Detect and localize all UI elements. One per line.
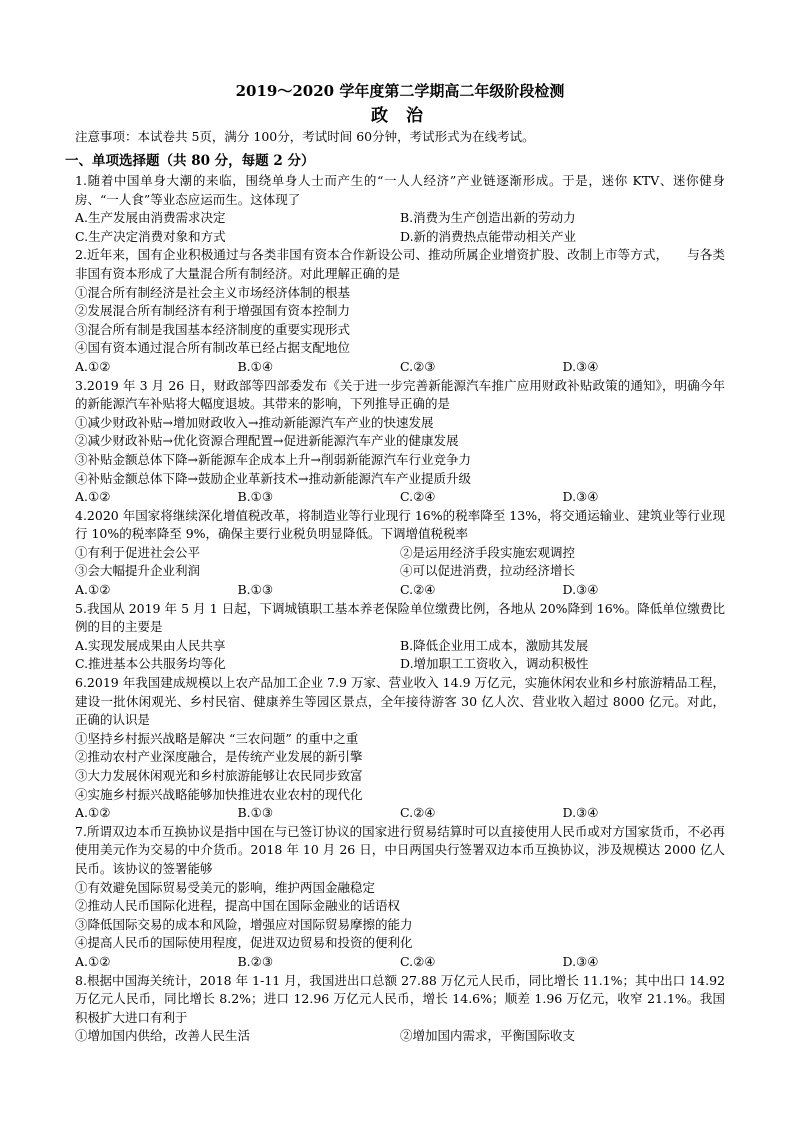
exam-notice: 注意事项：本试卷共 5页，满分 100分，考试时间 60分钟，考试形式为在线考试。 (75, 129, 535, 144)
question-stem: 5.我国从 2019 年 5 月 1 日起，下调城镇职工基本养老保险单位缴费比例，各地从 20%降到 16%。降低单位缴费比例的目的主要是 (75, 600, 725, 635)
statement-2: ②是运用经济手段实施宏观调控 (400, 544, 576, 560)
option-c: C.生产决定消费对象和方式 (75, 228, 226, 244)
exam-subject: 政 治 (371, 106, 429, 126)
option-b: B.消费为生产创造出新的劳动力 (400, 210, 576, 226)
choice-a: A.①② (75, 489, 111, 505)
statement-3: ③混合所有制是我国基本经济制度的重要实现形式 (75, 321, 351, 337)
choice-c: C.②④ (400, 953, 436, 969)
question-stem: 1.随着中国单身大潮的来临，围绕单身人士而产生的“一人人经济”产业链逐渐形成。于是，迷你 KTV、迷你健身房、“一人食”等业态应运而生。这体现了 (75, 173, 725, 207)
question-4 (75, 507, 725, 600)
question-5 (75, 600, 725, 674)
choice-d: D.③④ (562, 489, 599, 505)
option-a: A.生产发展由消费需求决定 (75, 210, 226, 226)
question-stem: 7.所谓双边本币互换协议是指中国在与已签订协议的国家进行贸易结算时可以直接使用人民币或对方国家货币，不必再使用美元作为交易的中介货币。2018 年 10 月 26 日，中日两国央行签署双边本币互换协议，涉及规模达 2000 亿人民币。该协议的签署能够 (75, 823, 725, 876)
statement-2: ②推动人民币国际化进程，提高中国在国际金融业的话语权 (75, 898, 401, 914)
choice-d: D.③④ (562, 582, 599, 598)
question-stem: 4.2020 年国家将继续深化增值税改革，将制造业等行业现行 16%的税率降至 13%，将交通运输业、建筑业等行业现行 10%的税率降至 9%，确保主要行业税负明显降低。下调增值税税率 (75, 507, 725, 542)
choice-c: C.②④ (400, 582, 436, 598)
statement-4: ④实施乡村振兴战略能够加快推进农业农村的现代化 (75, 786, 363, 802)
statement-1: ①有效避免国际贸易受美元的影响，维护两国金融稳定 (75, 879, 376, 895)
question-7 (75, 823, 725, 972)
question-stem: 8.根据中国海关统计，2018 年 1-11 月，我国进出口总额 27.88 万亿元人民币，同比增长 11.1%；其中出口 14.92 万亿元人民币，同比增长 8.2%；进口 12.96 万亿元人民币，增长 14.6%；顺差 1.96 万亿元，收窄 21.1%。我国积极扩大进口有利于 (75, 972, 725, 1025)
question-stem: 6.2019 年我国建成规模以上农产品加工企业 7.9 万家、营业收入 14.9 万亿元，实施休闲农业和乡村旅游精品工程，建设一批休闲观光、乡村民宿、健康养生等园区景点，全年接待游客 30 亿人次、营业收入超过 8000 亿元。对此，正确的认识是 (75, 675, 725, 728)
option-b: B.降低企业用工成本，激励其发展 (400, 637, 589, 653)
choice-a: A.①② (75, 582, 111, 598)
statement-2: ②推动农村产业深度融合，是传统产业发展的新引擎 (75, 749, 363, 765)
option-c: C.推进基本公共服务均等化 (75, 656, 226, 672)
option-d: D.增加职工工资收入，调动积极性 (400, 656, 589, 672)
choice-c: C.②④ (400, 805, 436, 821)
choice-d: D.③④ (562, 805, 599, 821)
question-8 (75, 972, 725, 1046)
statement-4: ④补贴金额总体下降→鼓励企业革新技术→推动新能源汽车产业提质升级 (75, 470, 471, 486)
statement-3: ③降低国际交易的成本和风险，增强应对国际贸易摩擦的能力 (75, 916, 413, 932)
choice-d: D.③④ (562, 358, 599, 374)
question-stem: 2.近年来，国有企业积极通过与各类非国有资本合作新设公司、推动所属企业增资扩股、改制上市等方式， 与各类非国有资本形成了大量混合所有制经济。对此理解正确的是 (75, 247, 725, 281)
option-d: D.新的消费热点能带动相关产业 (400, 228, 577, 244)
choice-a: A.①② (75, 358, 111, 374)
question-3 (75, 377, 725, 507)
question-2 (75, 246, 725, 376)
section-title: 一、单项选择题（共 80 分，每题 2 分） (65, 153, 315, 169)
statement-3: ③会大幅提升企业利润 (75, 563, 201, 579)
choice-c: C.②③ (400, 358, 436, 374)
choice-b: B.①③ (237, 489, 274, 505)
question-1 (75, 172, 725, 246)
choice-b: B.②③ (237, 953, 274, 969)
exam-title: 2019～2020 学年度第二学期高二年级阶段检测 (235, 82, 565, 100)
statement-1: ①增加国内供给，改善人民生活 (75, 1028, 251, 1044)
statement-1: ①减少财政补贴→增加财政收入→推动新能源汽车产业的快速发展 (75, 414, 434, 430)
statement-3: ③大力发展休闲观光和乡村旅游能够让农民同步致富 (75, 768, 363, 783)
statement-2: ②减少财政补贴→优化资源合理配置→促进新能源汽车产业的健康发展 (75, 433, 459, 449)
choice-b: B.①③ (237, 805, 274, 821)
option-a: A.实现发展成果由人民共享 (75, 637, 226, 653)
choice-c: C.②④ (400, 489, 436, 505)
statement-2: ②发展混合所有制经济有利于增强国有资本控制力 (75, 303, 351, 319)
statement-1: ①混合所有制经济是社会主义市场经济体制的根基 (75, 284, 351, 300)
choice-d: D.③④ (562, 953, 599, 969)
statement-2: ②增加国内需求，平衡国际收支 (400, 1028, 576, 1044)
question-6 (75, 674, 725, 823)
statement-4: ④国有资本通过混合所有制改革已经占据支配地位 (75, 340, 351, 356)
statement-3: ③补贴金额总体下降→新能源车企成本上升→削弱新能源汽车行业竞争力 (75, 451, 471, 467)
choice-b: B.①③ (237, 582, 274, 598)
statement-4: ④可以促进消费，拉动经济增长 (400, 563, 576, 579)
choice-b: B.①④ (237, 358, 274, 374)
statement-4: ④提高人民币的国际使用程度，促进双边贸易和投资的便利化 (75, 935, 413, 951)
statement-1: ①坚持乡村振兴战略是解决 “三农问题” 的重中之重 (75, 730, 359, 746)
statement-1: ①有利于促进社会公平 (75, 544, 201, 560)
choice-a: A.①② (75, 805, 111, 821)
choice-a: A.①② (75, 953, 111, 969)
exam-page (65, 80, 725, 1046)
question-stem: 3.2019 年 3 月 26 日，财政部等四部委发布《关于进一步完善新能源汽车推广应用财政补贴政策的通知》，明确今年的新能源汽车补贴将大幅度退坡。其带来的影响，下列推导正确的是 (75, 377, 725, 412)
